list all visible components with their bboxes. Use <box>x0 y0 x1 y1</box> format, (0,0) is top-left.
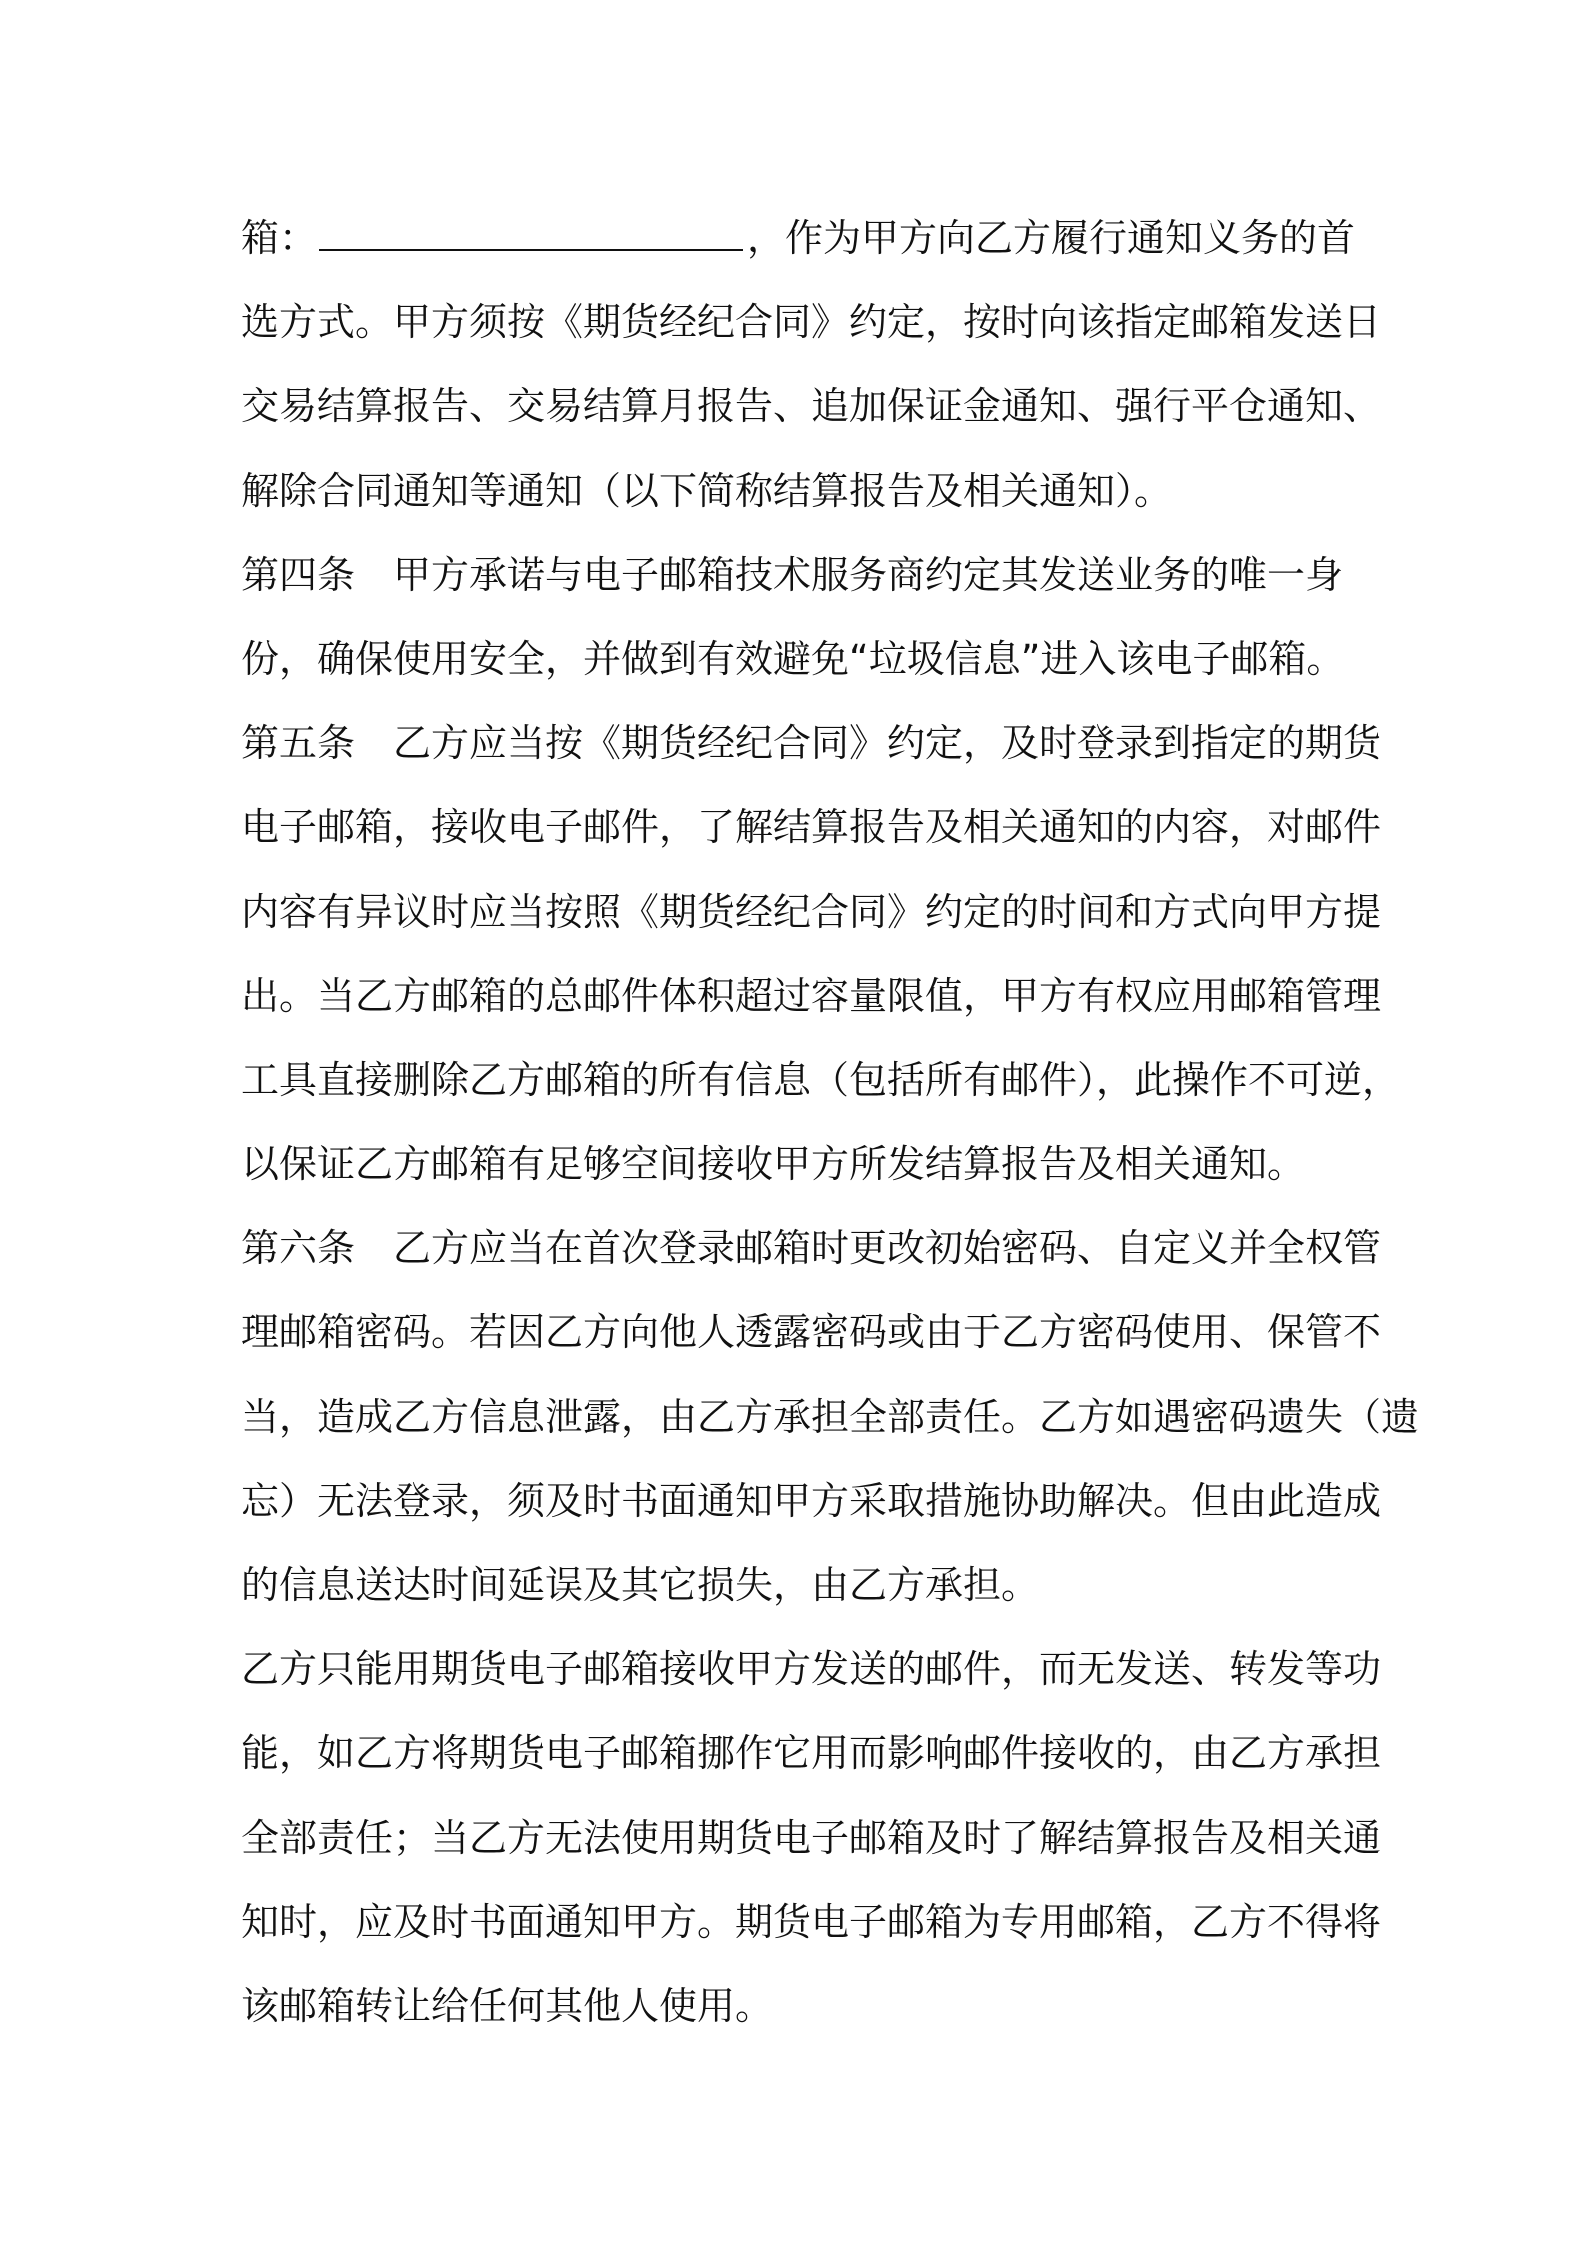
text-line-15: 当，造成乙方信息泄露，由乙方承担全部责任。乙方如遇密码遗失（遗 <box>241 1394 1420 1439</box>
text-line-3: 交易结算报告、交易结算月报告、追加保证金通知、强行平仓通知、 <box>241 384 1382 429</box>
text-line-8: 电子邮箱，接收电子邮件，了解结算报告及相关通知的内容，对邮件 <box>241 805 1382 850</box>
text-line-16: 忘）无法登录，须及时书面通知甲方采取措施协助解决。但由此造成 <box>241 1478 1382 1523</box>
text-line-11: 工具直接删除乙方邮箱的所有信息（包括所有邮件），此操作不可逆， <box>241 1057 1401 1102</box>
contract-text <box>241 196 1420 2048</box>
text-line-19: 能，如乙方将期货电子邮箱挪作它用而影响邮件接收的，由乙方承担 <box>241 1731 1382 1776</box>
text-line-17: 的信息送达时间延误及其它损失，由乙方承担。 <box>241 1563 1040 1607</box>
text-line-10: 出。当乙方邮箱的总邮件体积超过容量限值，甲方有权应用邮箱管理 <box>241 973 1382 1018</box>
line-1-prefix: 箱： <box>241 216 318 260</box>
text-line-14: 理邮箱密码。若因乙方向他人透露密码或由于乙方密码使用、保管不 <box>241 1310 1382 1355</box>
text-line-7: 第五条 乙方应当按《期货经纪合同》约定，及时登录到指定的期货 <box>241 721 1382 766</box>
line-1-suffix: ，作为甲方向乙方履行通知义务的首 <box>747 216 1356 260</box>
text-line-5: 第四条 甲方承诺与电子邮箱技术服务商约定其发送业务的唯一身 <box>241 552 1344 597</box>
text-line-21: 知时，应及时书面通知甲方。期货电子邮箱为专用邮箱，乙方不得将 <box>241 1899 1382 1944</box>
email-blank-field <box>319 215 743 251</box>
text-line-12: 以保证乙方邮箱有足够空间接收甲方所发结算报告及相关通知。 <box>241 1142 1306 1187</box>
text-line-1 <box>241 196 1361 280</box>
text-line-6: 份，确保使用安全，并做到有效避免“垃圾信息”进入该电子邮箱。 <box>241 636 1345 681</box>
text-line-4: 解除合同通知等通知（以下简称结算报告及相关通知）。 <box>241 468 1173 513</box>
text-line-2: 选方式。甲方须按《期货经纪合同》约定，按时向该指定邮箱发送日 <box>241 300 1382 345</box>
text-line-9: 内容有异议时应当按照《期货经纪合同》约定的时间和方式向甲方提 <box>241 889 1382 934</box>
text-line-18: 乙方只能用期货电子邮箱接收甲方发送的邮件，而无发送、转发等功 <box>241 1647 1382 1692</box>
text-line-22: 该邮箱转让给任何其他人使用。 <box>241 1983 774 2028</box>
text-line-13: 第六条 乙方应当在首次登录邮箱时更改初始密码、自定义并全权管 <box>241 1226 1382 1271</box>
text-line-20: 全部责任；当乙方无法使用期货电子邮箱及时了解结算报告及相关通 <box>241 1815 1382 1860</box>
